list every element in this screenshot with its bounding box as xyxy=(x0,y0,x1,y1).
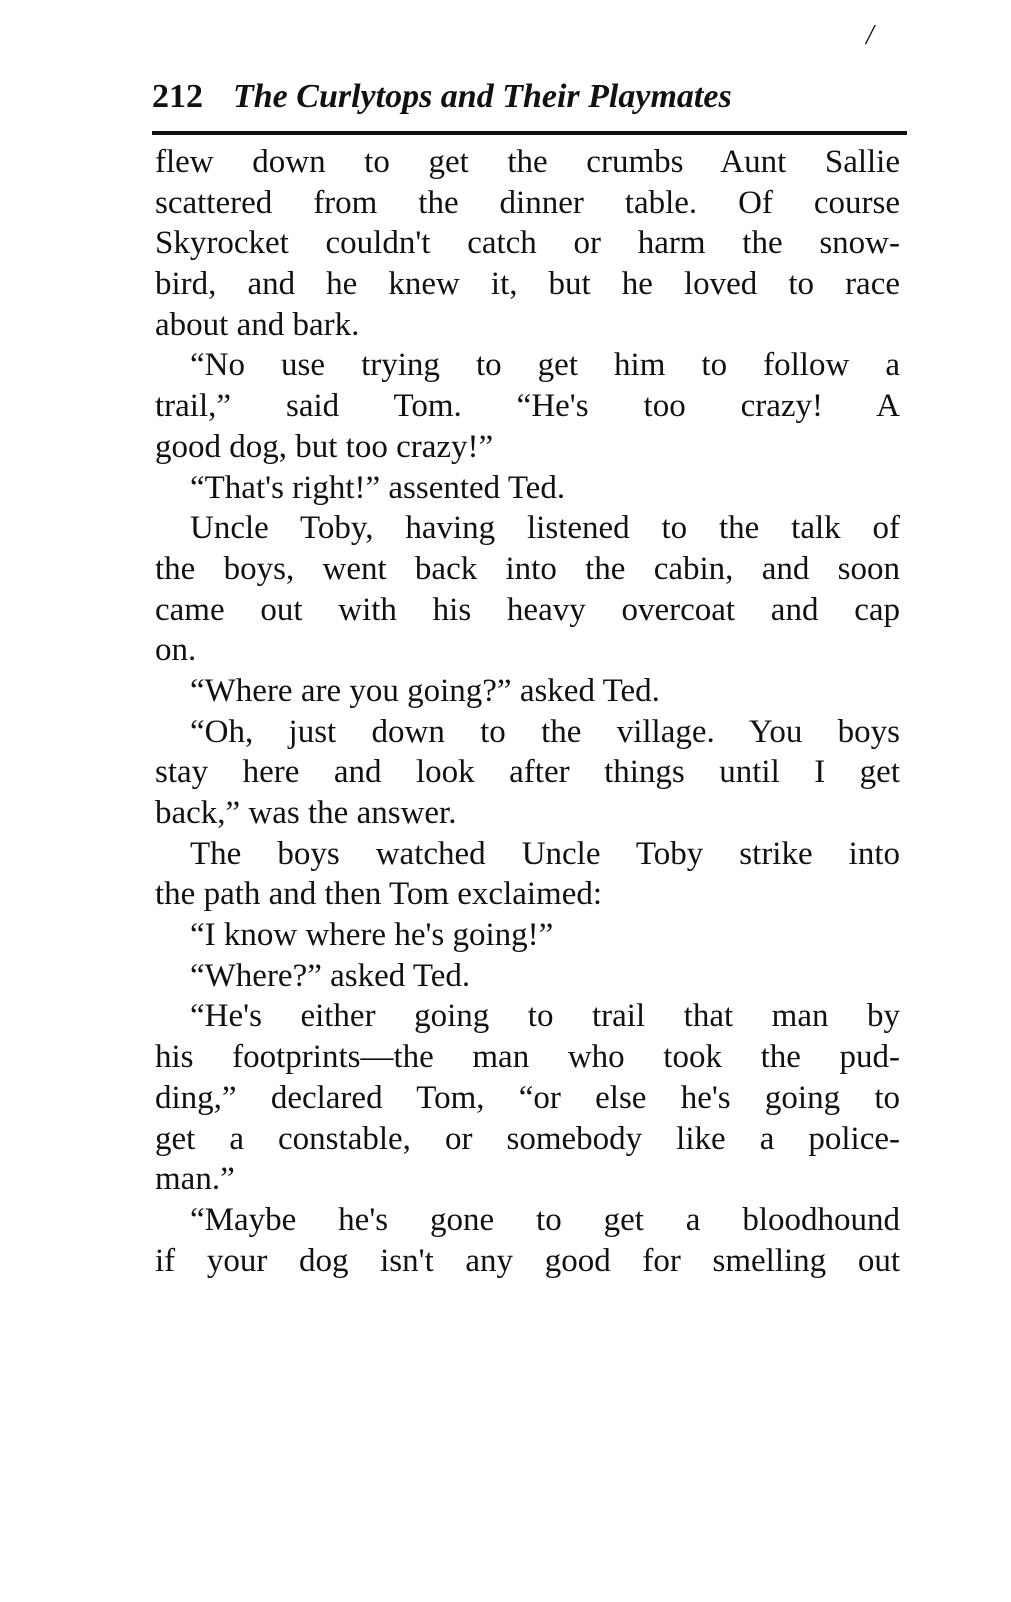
text-line: stay here and look after things until I get xyxy=(155,754,900,791)
text-line: flew down to get the crumbs Aunt Sallie xyxy=(155,144,900,180)
body-text xyxy=(155,142,900,1281)
text-line: on. xyxy=(155,632,197,669)
text-line: good dog, but too crazy!” xyxy=(155,428,494,465)
text-line: “I know where he's going!” xyxy=(190,917,554,954)
text-line: ding,” declared Tom, “or else he's going to xyxy=(155,1079,900,1116)
header-rule xyxy=(152,131,907,135)
text-line: if your dog isn't any good for smelling out xyxy=(155,1242,900,1279)
text-line: Uncle Toby, having listened to the talk of xyxy=(190,510,900,547)
text-line: “He's either going to trail that man by xyxy=(190,998,900,1035)
text-line: “Where?” asked Ted. xyxy=(190,957,471,994)
text-line: about and bark. xyxy=(155,306,360,343)
text-line: “That's right!” assented Ted. xyxy=(190,469,566,506)
text-line: “Maybe he's gone to get a bloodhound xyxy=(190,1201,900,1238)
text-line: “Oh, just down to the village. You boys xyxy=(190,713,900,750)
text-line: scattered from the dinner table. Of course xyxy=(155,184,900,221)
text-line: The boys watched Uncle Toby strike into xyxy=(190,835,900,872)
stray-pen-mark: / xyxy=(866,20,874,51)
text-line: back,” was the answer. xyxy=(155,795,457,831)
text-line: his footprints—the man who took the pud- xyxy=(155,1039,900,1076)
text-line: trail,” said Tom. “He's too crazy! A xyxy=(155,388,900,425)
text-line: came out with his heavy overcoat and cap xyxy=(155,591,900,628)
text-line: Skyrocket couldn't catch or harm the snow- xyxy=(155,225,900,262)
text-line: man.” xyxy=(155,1161,235,1198)
page-number: 212 xyxy=(152,78,203,115)
text-line: the boys, went back into the cabin, and soon xyxy=(155,550,900,587)
text-line: “No use trying to get him to follow a xyxy=(190,347,900,384)
text-line: get a constable, or somebody like a police- xyxy=(155,1120,900,1157)
running-title: The Curlytops and Their Playmates xyxy=(233,78,732,115)
text-line: the path and then Tom exclaimed: xyxy=(155,876,603,913)
text-line: “Where are you going?” asked Ted. xyxy=(190,672,660,709)
page-header xyxy=(152,78,912,128)
text-line: bird, and he knew it, but he loved to race xyxy=(155,266,900,303)
